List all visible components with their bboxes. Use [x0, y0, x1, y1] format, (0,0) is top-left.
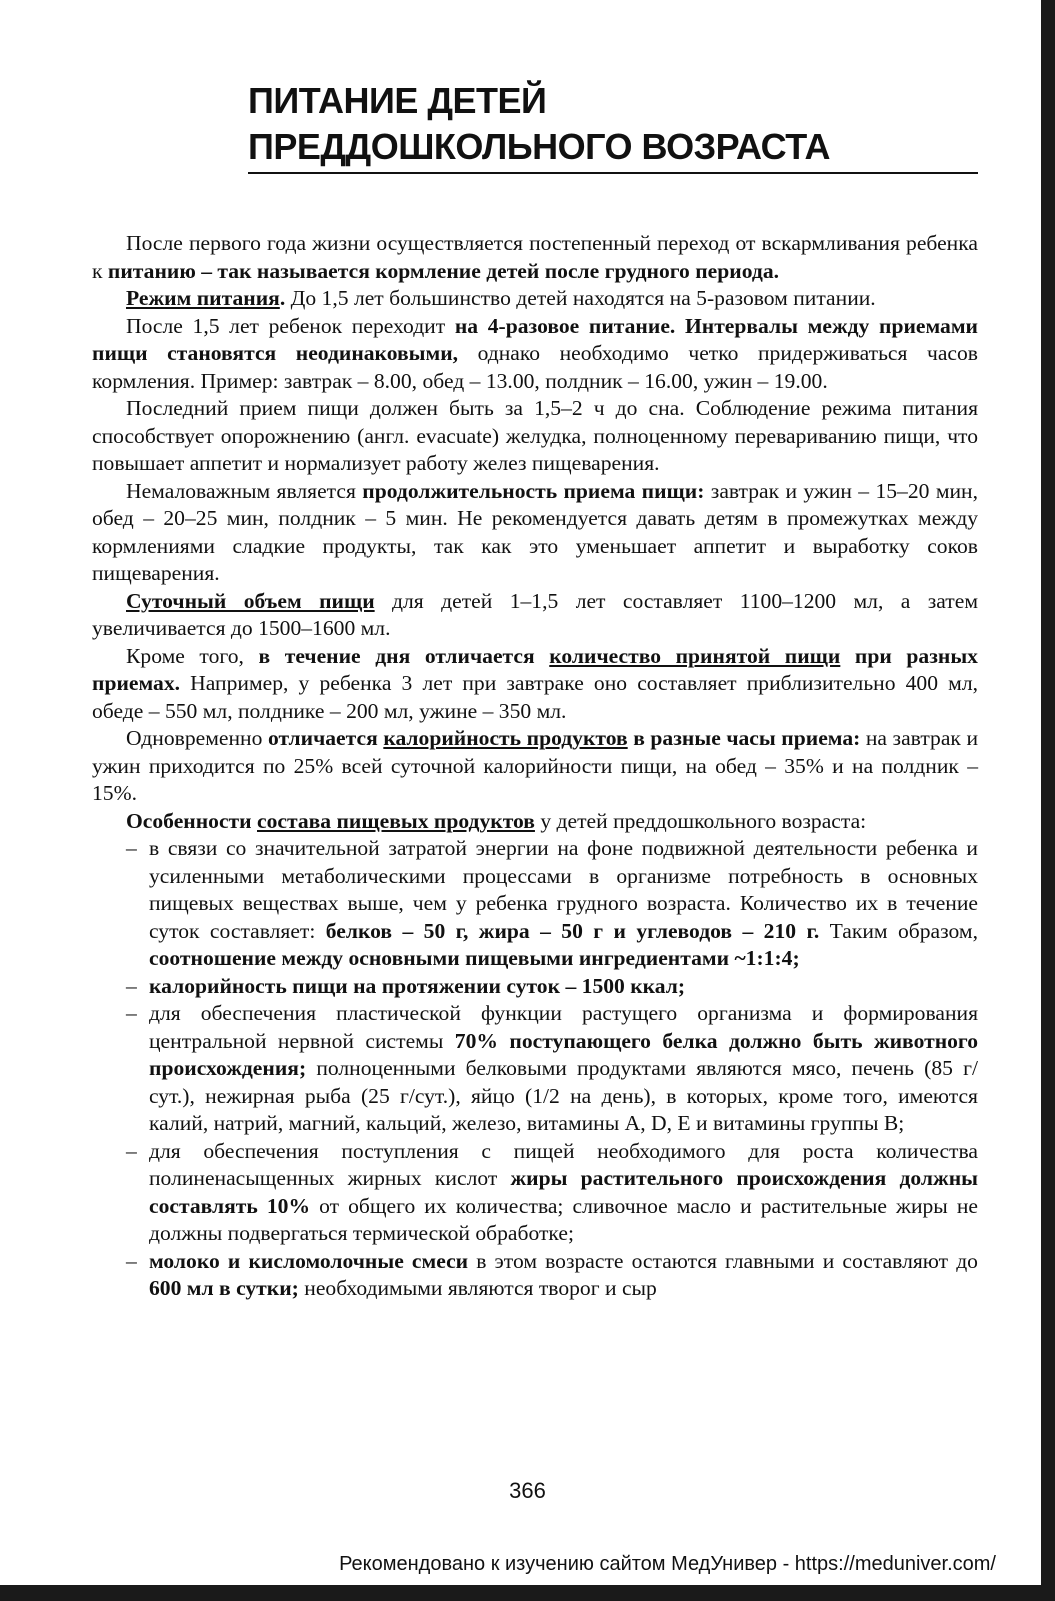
underlined-term: Суточный объем пищи [126, 588, 375, 613]
text: завтрак и ужин – 15–20 мин, обед – 20–25 мин, полдник – 5 мин. Не рекомендуется давать детям в промежутках между кормлениями сладкие продукты, так как это уменьшает аппетит и выработку соков пищеварения. [92, 478, 978, 585]
dash-marker: – [126, 1138, 137, 1163]
bold-text: жиры растительного происхождения должны составлять 10% [149, 1166, 978, 1218]
text: от общего их количества; сливочное масло и растительные жиры не должны подвергаться термической обработке; [149, 1193, 978, 1245]
text: Например, у ребенка 3 лет при завтраке оно составляет приблизительно 400 мл, обеде – 550 мл, полднике – 200 мл, ужине – 350 мл. [92, 671, 978, 723]
text: Кроме того, [126, 643, 259, 668]
bold-text: соотношение между основными пищевыми ингредиентами ~1:1:4; [149, 946, 800, 970]
text: на завтрак и ужин приходится по 25% всей суточной калорийности пищи, на обед – 35% и на полдник – 15%. [92, 726, 979, 805]
list-item [92, 1138, 978, 1248]
text: для обеспечения пластической функции растущего организма и формирования центральной нервной системы [149, 1001, 978, 1053]
dash-marker: – [126, 973, 137, 998]
bold-text: отличается [267, 726, 384, 750]
chapter-title [248, 78, 978, 170]
text: После 1,5 лет ребенок переходит [126, 313, 455, 338]
text: После первого года жизни осуществляется постепенный переход от вскармливания ребенка к [92, 231, 978, 283]
bold-text: . [279, 286, 286, 310]
text: однако необходимо четко придерживаться часов кормления. Пример: завтрак – 8.00, обед – 13.00, полдник – 16.00, ужин – 19.00. [92, 341, 978, 393]
underlined-term: Режим питания [126, 286, 280, 310]
text: Одновременно [126, 726, 268, 750]
underlined-term: калорийность продуктов [383, 726, 628, 750]
paragraph-composition-heading [92, 808, 978, 836]
list-item [92, 1248, 978, 1303]
bold-text: белков – 50 г, жира – 50 г и углеводов – 210 г. [325, 918, 820, 943]
scan-edge-right [1041, 0, 1055, 1601]
chapter-title-line-1: ПИТАНИЕ ДЕТЕЙ [248, 80, 547, 121]
list-item [92, 973, 978, 1001]
paragraph-four-meals [92, 313, 978, 396]
bold-text: при разных приемах. [92, 643, 978, 695]
bold-text: калорийность пищи на протяжении суток – 1500 ккал; [149, 973, 686, 998]
bold-text: 70% поступающего белка должно быть животного происхождения; [149, 1028, 978, 1080]
bold-text: на 4-разовое питание. Интервалы между приемами пищи становятся неодинаковыми, [92, 313, 978, 365]
underlined-term: состава пищевых продуктов [257, 808, 535, 833]
paragraph-caloric-distribution [92, 725, 978, 808]
composition-list [92, 835, 978, 1303]
text: Немаловажным является [126, 478, 363, 503]
paragraph-feeding-regime [92, 285, 978, 313]
bold-text: Особенности [126, 808, 257, 833]
paragraph-intro [92, 230, 978, 285]
text: необходимыми являются творог и сыр [298, 1276, 657, 1300]
paragraph-volume-per-meal [92, 643, 978, 726]
text: в этом возрасте остаются главными и составляют до [468, 1248, 978, 1273]
list-item [92, 835, 978, 973]
list-item [92, 1000, 978, 1138]
bold-text: питанию – так называется кормление детей после грудного периода. [107, 258, 780, 283]
text: у детей преддошкольного возраста: [534, 808, 867, 833]
paragraph-meal-duration [92, 478, 978, 588]
paragraph-last-meal: Последний прием пищи должен быть за 1,5–2 ч до сна. Соблюдение режима питания способствует опорожнению (англ. evacuate) желудка, полноценному перевариванию пищи, что повышает аппетит и нормализует работу желез пищеварения. [92, 396, 978, 475]
footer-watermark: Рекомендовано к изучению сайтом МедУнивер - https://meduniver.com/ [339, 1553, 996, 1575]
chapter-title-line-2: ПРЕДДОШКОЛЬНОГО ВОЗРАСТА [248, 126, 830, 167]
bold-text: в течение дня отличается [258, 643, 550, 668]
bold-text: молоко и кисломолочные смеси [149, 1248, 469, 1273]
text: Таким образом, [819, 918, 978, 943]
underlined-term: количество принятой пищи [549, 643, 841, 668]
title-underline [248, 172, 978, 174]
text: До 1,5 лет большинство детей находятся на 5-разовом питании. [285, 286, 876, 310]
scan-edge-bottom [0, 1585, 1055, 1601]
text: полноценными белковыми продуктами являются мясо, печень (85 г/сут.), нежирная рыба (25 г/сут.), яйцо (1/2 на день), в которых, кроме того, имеются калий, натрий, магний, кальций, железо, витамины A, D, E и витамины группы B; [149, 1056, 978, 1135]
bold-text: 600 мл в сутки; [149, 1276, 299, 1300]
page-number: 366 [509, 1478, 546, 1503]
text: в связи со значительной затратой энергии на фоне подвижной деятельности ребенка и усиленными метаболическими процессами в организме потребность в основных пищевых веществах выше, чем у ребенка грудного возраста. Количество их в течение суток составляет: [149, 836, 978, 943]
dash-marker: – [126, 836, 137, 860]
text: для детей 1–1,5 лет составляет 1100–1200 мл, а затем увеличивается до 1500–1600 мл. [92, 588, 978, 640]
paragraph-daily-volume [92, 588, 978, 643]
text: для обеспечения поступления с пищей необходимого для роста количества полиненасыщенных жирных кислот [149, 1138, 978, 1190]
dash-marker: – [126, 1001, 137, 1025]
bold-text: в разные часы приема: [627, 726, 861, 750]
dash-marker: – [126, 1248, 137, 1273]
bold-text: продолжительность приема пищи: [362, 478, 705, 503]
body-text [92, 230, 978, 1303]
